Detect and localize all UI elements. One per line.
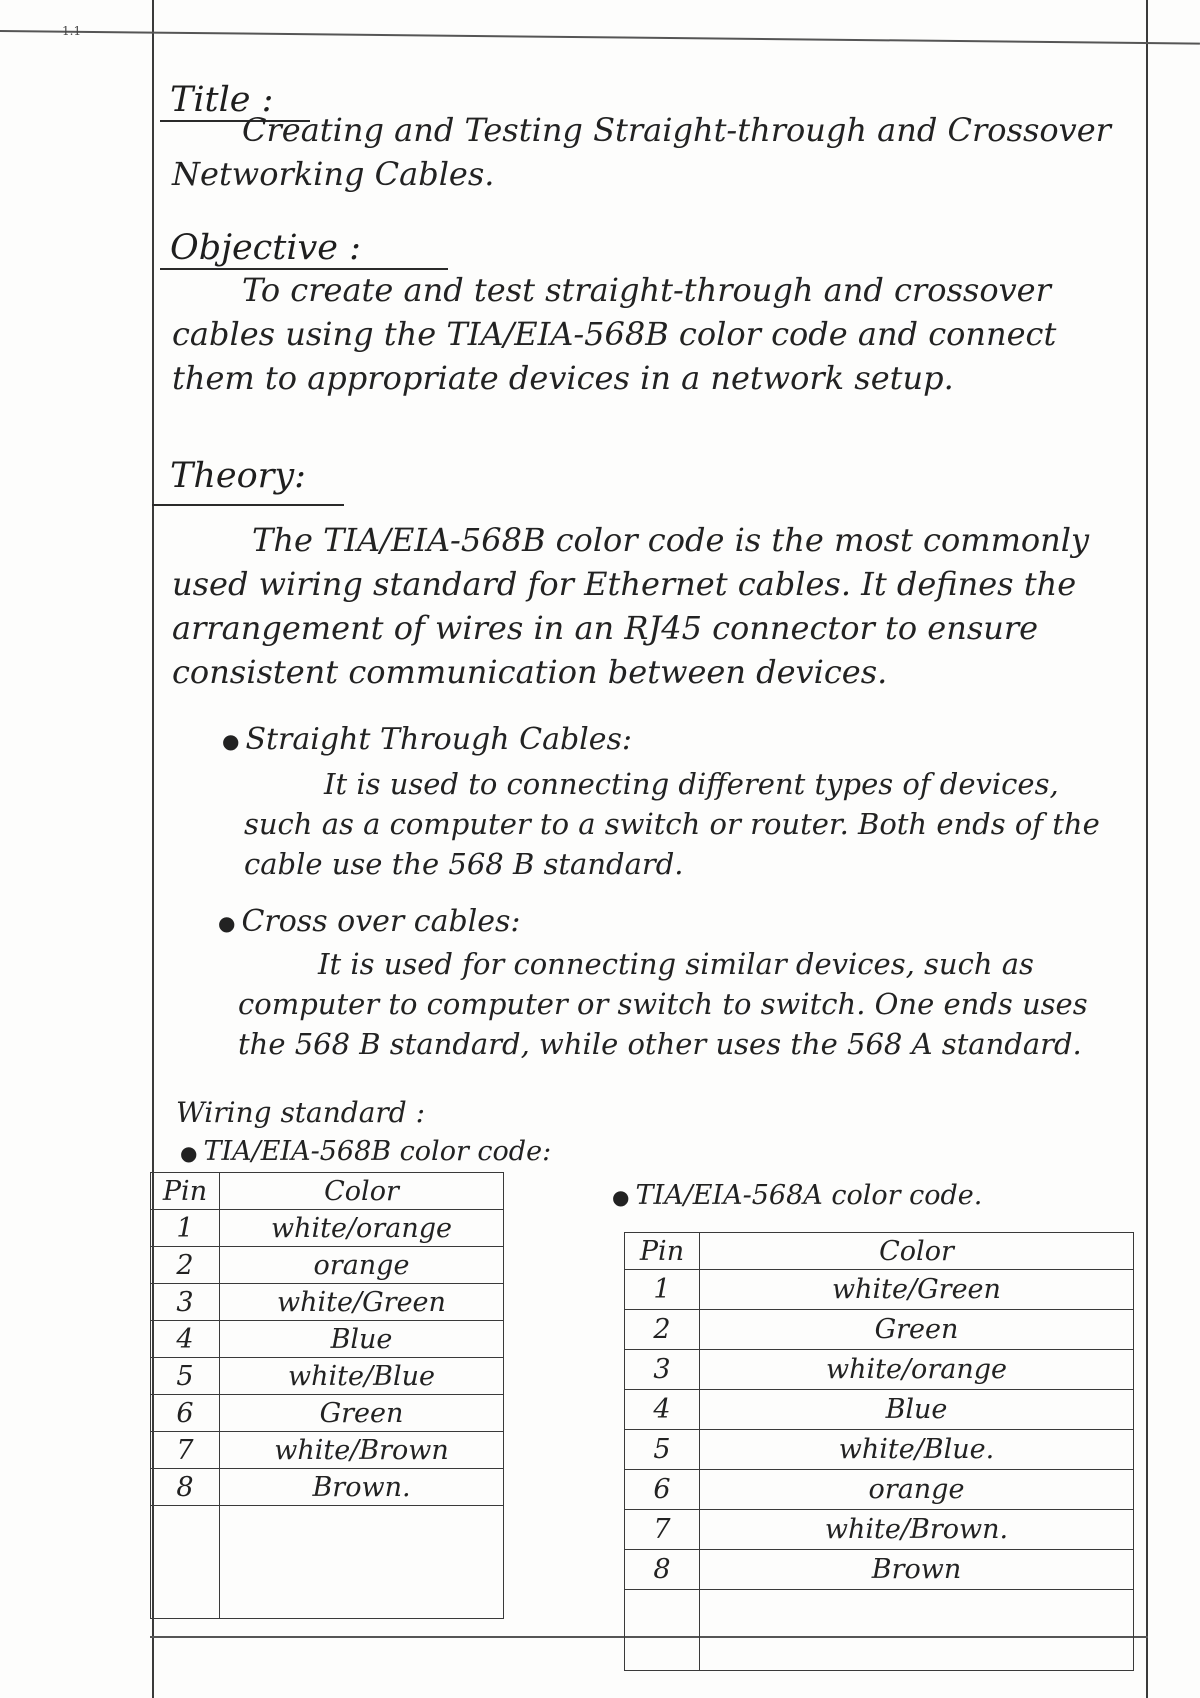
pin-cell: 3: [625, 1350, 700, 1390]
top-rule-line: [0, 30, 1200, 45]
bullet-icon: ●: [222, 729, 240, 753]
bullet-icon: ●: [180, 1140, 198, 1165]
pin-cell: 5: [151, 1358, 220, 1395]
blank-cell: [625, 1590, 700, 1671]
wiring-standard-label: Wiring standard :: [176, 1096, 426, 1129]
theory-text: The TIA/EIA-568B color code is the most commonly used wiring standard for Ethernet cables. It defines the arrangement of wires in an RJ45 connector to ensure consistent communication between devices.: [172, 521, 1090, 691]
crossover-text: It is used for connecting similar devices, such as computer to computer or switch to switch. One ends uses the 568 B standard, while other uses the 568 A standard.: [238, 947, 1088, 1061]
blank-cell: [220, 1506, 504, 1619]
color-cell: white/Brown: [220, 1432, 504, 1469]
bullet-icon: ●: [218, 911, 236, 935]
pin-cell: 7: [625, 1510, 700, 1550]
table-header-row: [625, 1233, 1134, 1270]
pin-cell: 8: [151, 1469, 220, 1506]
right-margin-line: [1146, 0, 1148, 1698]
theory-label: Theory:: [170, 456, 306, 496]
pin-cell: 2: [151, 1247, 220, 1284]
table-row: [625, 1470, 1134, 1510]
pin-cell: 6: [625, 1470, 700, 1510]
table-row: [151, 1247, 504, 1284]
color-cell: Blue: [220, 1321, 504, 1358]
color-cell: orange: [700, 1470, 1134, 1510]
page-number: 1.1: [62, 24, 82, 38]
table-row: [151, 1432, 504, 1469]
pin-cell: 1: [151, 1210, 220, 1247]
blank-row: [625, 1590, 1134, 1671]
straight-through-heading: [222, 722, 632, 757]
table-header-row: [151, 1173, 504, 1210]
blank-cell: [151, 1506, 220, 1619]
pin-cell: 3: [151, 1284, 220, 1321]
color-header: Color: [220, 1173, 504, 1210]
objective-text: To create and test straight-through and crossover cables using the TIA/EIA-568B color code and connect them to appropriate devices in a network setup.: [172, 271, 1057, 397]
bullet-icon: ●: [612, 1184, 630, 1209]
straight-through-text: It is used to connecting different types of devices, such as a computer to a switch or router. Both ends of the cable use the 568 B standard.: [244, 767, 1100, 881]
color-cell: Green: [700, 1310, 1134, 1350]
568a-table-title: [612, 1180, 982, 1211]
568b-title-text: TIA/EIA-568B color code:: [203, 1136, 552, 1167]
straight-through-label: Straight Through Cables:: [245, 722, 633, 757]
crossover-label: Cross over cables:: [241, 904, 521, 939]
blank-cell: [700, 1590, 1134, 1671]
pin-cell: 6: [151, 1395, 220, 1432]
pin-header: Pin: [625, 1233, 700, 1270]
table-row: [151, 1358, 504, 1395]
table-row: [625, 1550, 1134, 1590]
color-cell: white/Brown.: [700, 1510, 1134, 1550]
color-cell: white/orange: [700, 1350, 1134, 1390]
color-cell: Green: [220, 1395, 504, 1432]
color-cell: Brown.: [220, 1469, 504, 1506]
crossover-heading: [218, 904, 521, 939]
blank-row: [151, 1506, 504, 1619]
table-row: [625, 1270, 1134, 1310]
table-row: [151, 1469, 504, 1506]
theory-underline: [152, 504, 344, 506]
table-row: [151, 1395, 504, 1432]
table-row: [151, 1321, 504, 1358]
color-cell: white/Blue: [220, 1358, 504, 1395]
pin-cell: 7: [151, 1432, 220, 1469]
table-row: [625, 1310, 1134, 1350]
568b-table-title: [180, 1136, 551, 1167]
title-text: Creating and Testing Straight-through and Crossover Networking Cables.: [172, 111, 1111, 193]
table-row: [625, 1430, 1134, 1470]
pin-cell: 4: [151, 1321, 220, 1358]
table-row: [625, 1390, 1134, 1430]
pin-cell: 2: [625, 1310, 700, 1350]
color-cell: Brown: [700, 1550, 1134, 1590]
pin-cell: 5: [625, 1430, 700, 1470]
pin-cell: 1: [625, 1270, 700, 1310]
568a-title-text: TIA/EIA-568A color code.: [635, 1180, 983, 1211]
table-row: [625, 1350, 1134, 1390]
pin-cell: 8: [625, 1550, 700, 1590]
568b-color-table: [150, 1172, 504, 1619]
color-cell: white/Green: [220, 1284, 504, 1321]
table-row: [625, 1510, 1134, 1550]
table-row: [151, 1210, 504, 1247]
color-header: Color: [700, 1233, 1134, 1270]
title-label: Title :: [170, 80, 274, 120]
color-cell: white/Blue.: [700, 1430, 1134, 1470]
color-cell: white/Green: [700, 1270, 1134, 1310]
objective-label: Objective :: [170, 228, 361, 268]
pin-cell: 4: [625, 1390, 700, 1430]
568a-color-table: [624, 1232, 1134, 1671]
color-cell: orange: [220, 1247, 504, 1284]
table-row: [151, 1284, 504, 1321]
color-cell: white/orange: [220, 1210, 504, 1247]
color-cell: Blue: [700, 1390, 1134, 1430]
pin-header: Pin: [151, 1173, 220, 1210]
